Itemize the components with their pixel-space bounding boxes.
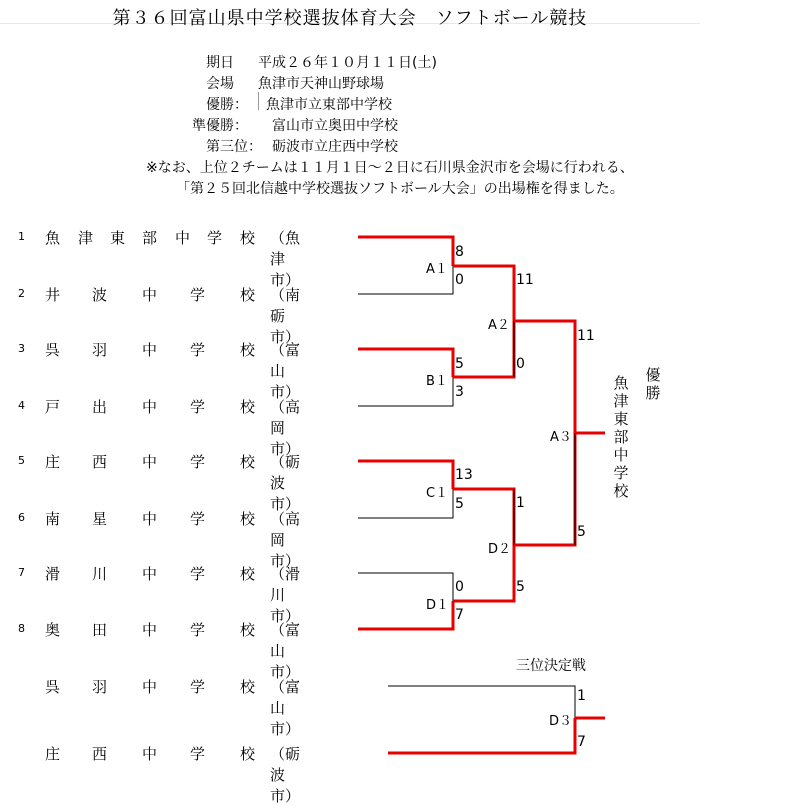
team-name-char: 学	[190, 341, 206, 359]
team-name-char: 校	[240, 565, 256, 583]
score-b1-bottom: 3	[455, 384, 464, 400]
team-name-char: 学	[190, 745, 206, 763]
match-label-a2: A２	[488, 318, 510, 333]
team-name-char: 魚	[45, 229, 61, 247]
team-name-char: 庄	[45, 453, 61, 471]
team-name-char: 校	[240, 510, 256, 528]
third-place-title: 三位決定戦	[516, 658, 586, 674]
team-name-char: 校	[240, 621, 256, 639]
match-label-c1: C１	[426, 486, 449, 501]
info-venue-label: 会場	[206, 76, 234, 92]
team-name-char: 波	[92, 286, 108, 304]
team-name-char: 校	[240, 398, 256, 416]
team-number: 4	[18, 399, 25, 412]
team-number: 7	[18, 566, 25, 579]
team-name-char: 井	[45, 286, 61, 304]
team-name-char: 津	[78, 229, 94, 247]
line-a2-winner	[514, 321, 575, 433]
score-d1-bottom: 7	[455, 607, 464, 623]
info-third-value: 砺波市立庄西中学校	[272, 139, 398, 155]
team-city: （南砺市）	[270, 286, 301, 346]
team-name-char: 中	[175, 229, 191, 247]
info-date-label: 期日	[206, 55, 234, 71]
team-city: （富山市）	[270, 341, 301, 401]
score-d2-bottom: 5	[516, 579, 525, 595]
team-number: 8	[18, 622, 25, 635]
team-name-char: 学	[190, 398, 206, 416]
team-city: （滑川市）	[270, 565, 301, 625]
team-name-char: 西	[92, 453, 108, 471]
score-a2-bottom: 0	[516, 356, 525, 372]
info-runnerup-label: 準優勝：	[192, 118, 248, 134]
score-d3-bottom: 7	[577, 734, 586, 750]
note-line-1: ※なお、上位２チームは１１月１日～２日に石川県金沢市を会場に行われる、	[146, 160, 634, 176]
info-date-value: 平成２６年１０月１１日(土)	[258, 55, 437, 71]
team-name-char: 中	[142, 341, 158, 359]
match-label-b1: B１	[426, 374, 448, 389]
team-name-char: 戸	[45, 398, 61, 416]
match-label-d3: D３	[549, 714, 573, 729]
score-c1-top: 13	[455, 467, 473, 483]
score-c1-bottom: 5	[455, 496, 464, 512]
info-winner-label: 優勝：	[206, 97, 248, 113]
team-number: 3	[18, 342, 25, 355]
team-name-char: 中	[142, 286, 158, 304]
team-name-char: 中	[142, 678, 158, 696]
team-name-char: 中	[142, 398, 158, 416]
team-name-char: 奥	[45, 621, 61, 639]
info-venue-value: 魚津市天神山野球場	[258, 76, 384, 92]
score-d3-top: 1	[577, 688, 586, 704]
score-a1-top: 8	[455, 244, 464, 260]
team-name-char: 学	[190, 621, 206, 639]
team-name-char: 滑	[45, 565, 61, 583]
team-name-char: 中	[142, 565, 158, 583]
score-b1-top: 5	[455, 356, 464, 372]
team-name-char: 部	[142, 229, 158, 247]
team-city: （高岡市）	[270, 510, 301, 570]
team-name-char: 川	[92, 565, 108, 583]
team-name-char: 庄	[45, 745, 61, 763]
team-name-char: 中	[142, 453, 158, 471]
score-d1-top: 0	[455, 579, 464, 595]
team-name-char: 羽	[92, 341, 108, 359]
team-name-char: 東	[110, 229, 126, 247]
team-name-char: 星	[92, 510, 108, 528]
team-name-char: 校	[240, 745, 256, 763]
team-name-char: 中	[142, 745, 158, 763]
match-label-d1: D１	[426, 598, 450, 613]
info-third-label: 第三位：	[206, 139, 262, 155]
team-name-char: 学	[207, 229, 223, 247]
match-label-a1: A１	[426, 262, 448, 277]
score-d2-top: 1	[516, 495, 525, 511]
team-name-char: 南	[45, 510, 61, 528]
team-name-char: 学	[190, 510, 206, 528]
team-name-char: 田	[92, 621, 108, 639]
team-name-char: 中	[142, 621, 158, 639]
info-winner-value: 魚津市立東部中学校	[266, 97, 392, 113]
team-name-char: 出	[92, 398, 108, 416]
team-number: 1	[18, 230, 25, 243]
team-name-char: 校	[240, 678, 256, 696]
team-city: （砺波市）	[270, 745, 301, 805]
line-third-b	[388, 718, 575, 753]
team-name-char: 学	[190, 453, 206, 471]
champion-name: 魚津東部中学校	[613, 374, 629, 500]
team-name-char: 西	[92, 745, 108, 763]
team-name-char: 羽	[92, 678, 108, 696]
team-name-char: 学	[190, 286, 206, 304]
team-name-char: 中	[142, 510, 158, 528]
match-label-d2: D２	[488, 542, 512, 557]
team-number: 2	[18, 287, 25, 300]
team-city: （富山市）	[270, 621, 301, 681]
team-name-char: 呉	[45, 678, 61, 696]
team-name-char: 校	[240, 229, 256, 247]
team-number: 6	[18, 511, 25, 524]
team-name-char: 学	[190, 565, 206, 583]
team-name-char: 校	[240, 453, 256, 471]
team-name-char: 校	[240, 286, 256, 304]
match-label-a3: A３	[550, 430, 572, 445]
team-city: （砺波市）	[270, 453, 301, 513]
score-a3-bottom: 5	[577, 524, 586, 540]
score-a3-top: 11	[577, 328, 595, 344]
team-name-char: 呉	[45, 341, 61, 359]
line-d2-winner	[514, 433, 575, 545]
team-city: （富山市）	[270, 678, 301, 738]
team-city: （高岡市）	[270, 398, 301, 458]
page-title: 第３６回富山県中学校選抜体育大会 ソフトボール競技	[112, 8, 588, 29]
note-line-2: 「第２５回北信越中学校選抜ソフトボール大会」の出場権を得ました。	[176, 181, 624, 197]
score-a2-top: 11	[516, 272, 534, 288]
team-name-char: 学	[190, 678, 206, 696]
team-number: 5	[18, 454, 25, 467]
team-city: （魚津市）	[270, 229, 301, 289]
line-third-a	[388, 686, 575, 718]
info-runnerup-value: 富山市立奥田中学校	[272, 118, 398, 134]
team-name-char: 校	[240, 341, 256, 359]
champion-label: 優勝	[645, 366, 661, 402]
score-a1-bottom: 0	[455, 272, 464, 288]
